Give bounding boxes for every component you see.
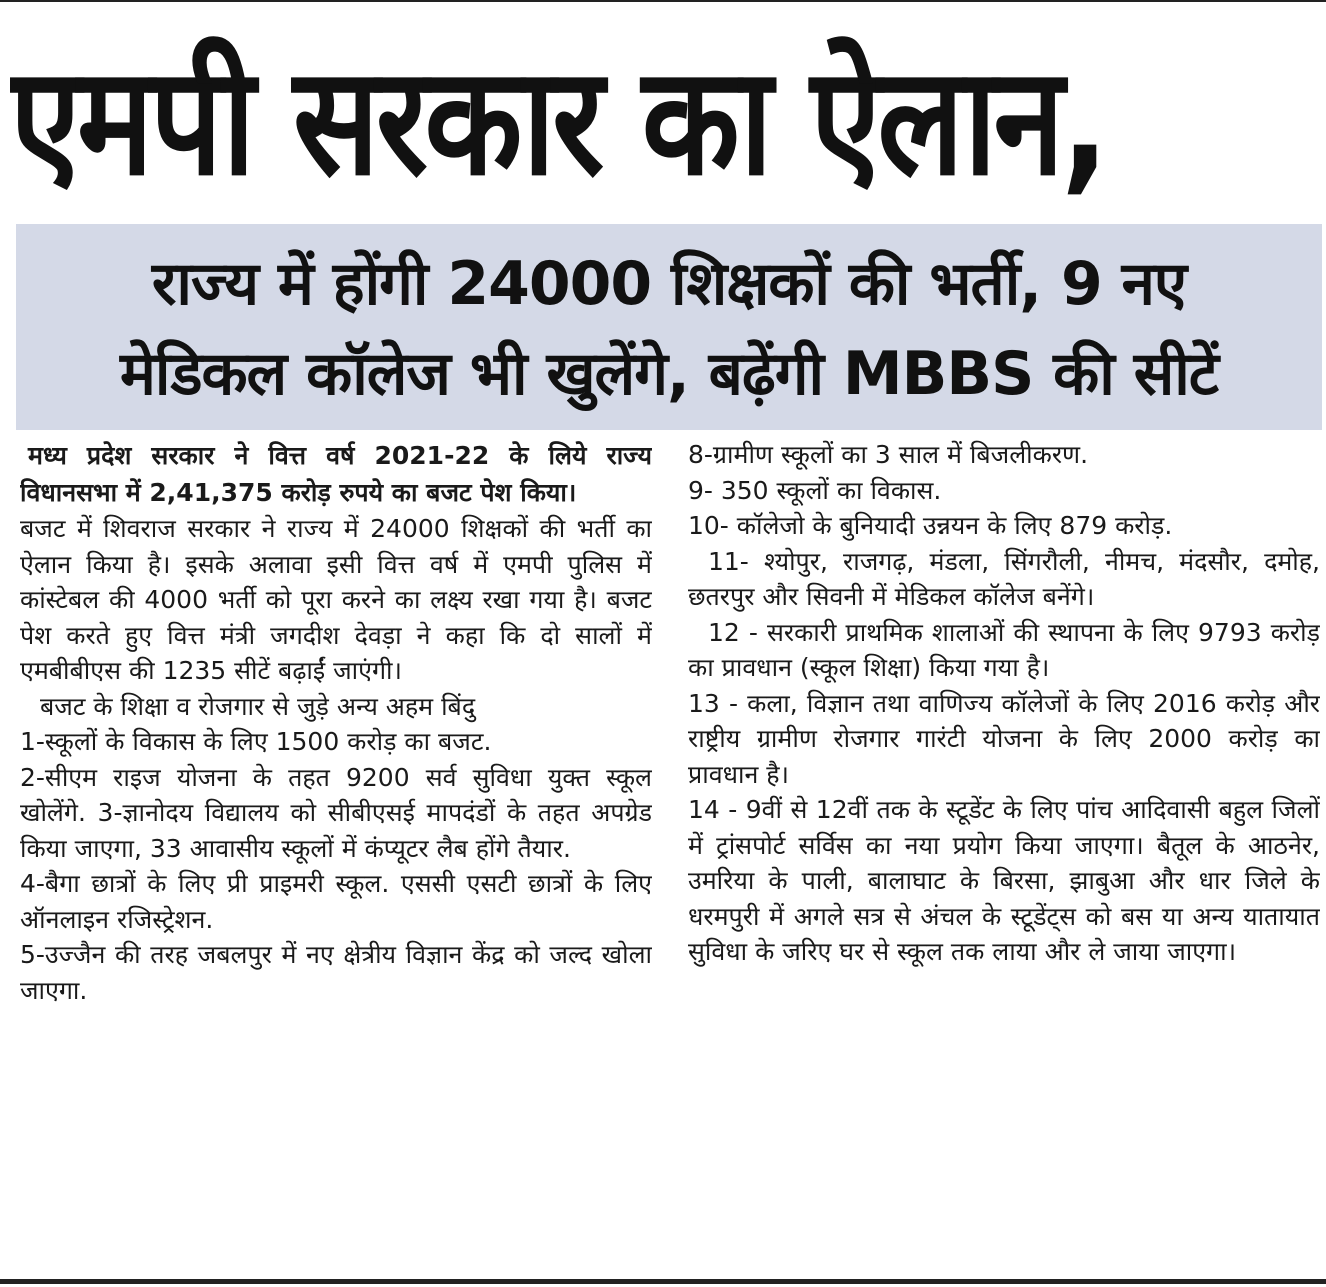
point-10: 10- कॉलेजो के बुनियादी उन्नयन के लिए 879 करोड़.: [688, 511, 1173, 540]
points-heading: बजट के शिक्षा व रोजगार से जुड़े अन्य अहम बिंदु: [40, 691, 476, 721]
bottom-rule: [0, 1279, 1326, 1284]
top-rule: [0, 0, 1326, 2]
subheadline-line-2: मेडिकल कॉलेज भी खुलेंगे, बढ़ेंगी MBBS की सीटें: [119, 339, 1219, 409]
subheadline-line-1: राज्य में होंगी 24000 शिक्षकों की भर्ती, 9 नए: [151, 249, 1187, 319]
body-paragraph: बजट में शिवराज सरकार ने राज्य में 24000 शिक्षकों की भर्ती का ऐलान किया है। इसके अलावा इसी वित्त वर्ष में एमपी पुलिस में कांस्टेबल की 4000 भर्ती को पूरा करने का लक्ष्य रखा गया है। बजट पेश करते हुए वित्त मंत्री जगदीश देवड़ा ने कहा कि दो सालों में एमबीबीएस की 1235 सीटें बढ़ाईं जाएंगी।: [20, 514, 652, 685]
point-11: 11- श्योपुर, राजगढ़, मंडला, सिंगरौली, नीमच, मंदसौर, दमोह, छतरपुर और सिवनी में मेडिकल कॉलेज बनेंगे।: [688, 546, 1320, 611]
point-8: 8-ग्रामीण स्कूलों का 3 साल में बिजलीकरण.: [688, 440, 1089, 469]
lead-paragraph: मध्य प्रदेश सरकार ने वित्त वर्ष 2021-22 के लिये राज्य विधानसभा में 2,41,375 करोड़ रुपये का बजट पेश किया।: [20, 441, 652, 507]
point-14: 14 - 9वीं से 12वीं तक के स्टूडेंट के लिए पांच आदिवासी बहुल जिलों में ट्रांसपोर्ट सर्विस का नया प्रयोग किया जाएगा। बैतूल के आठनेर, उमरिया के पाली, बालाघाट के बिरसा, झाबुआ और धार जिले के धरमपुरी में अगले सत्र से अंचल के स्टूडेंट्स को बस या अन्य यातायात सुविधा के जरिए घर से स्कूल तक लाया और ले जाया जाएगा।: [688, 795, 1320, 966]
point-5: 5-उज्जैन की तरह जबलपुर में नए क्षेत्रीय विज्ञान केंद्र को जल्द खोला जाएगा.: [20, 940, 652, 1005]
right-column: [688, 437, 1320, 1269]
point-13: 13 - कला, विज्ञान तथा वाणिज्य कॉलेजों के लिए 2016 करोड़ और राष्ट्रीय ग्रामीण रोजगार गारंटी योजना के लिए 2000 करोड़ का प्रावधान है।: [688, 688, 1320, 789]
left-column: [20, 437, 652, 1269]
point-4: 4-बैगा छात्रों के लिए प्री प्राइमरी स्कूल. एससी एसटी छात्रों के लिए ऑनलाइन रजिस्ट्रेशन.: [20, 869, 652, 934]
subheadline-box: [16, 224, 1322, 430]
point-1: 1-स्कूलों के विकास के लिए 1500 करोड़ का बजट.: [20, 727, 492, 756]
point-2-3: 2-सीएम राइज योजना के तहत 9200 सर्व सुविधा युक्त स्कूल खोलेंगे. 3-ज्ञानोदय विद्यालय को सीबीएसई मापदंडों के तहत अपग्रेड किया जाएगा, 33 आवासीय स्कूलों में कंप्यूटर लैब होंगे तैयार.: [20, 762, 652, 863]
headline: एमपी सरकार का ऐलान,: [10, 35, 1106, 209]
point-12: 12 - सरकारी प्राथमिक शालाओं की स्थापना के लिए 9793 करोड़ का प्रावधान (स्कूल शिक्षा) किया गया है।: [688, 617, 1320, 682]
point-9: 9- 350 स्कूलों का विकास.: [688, 475, 942, 505]
